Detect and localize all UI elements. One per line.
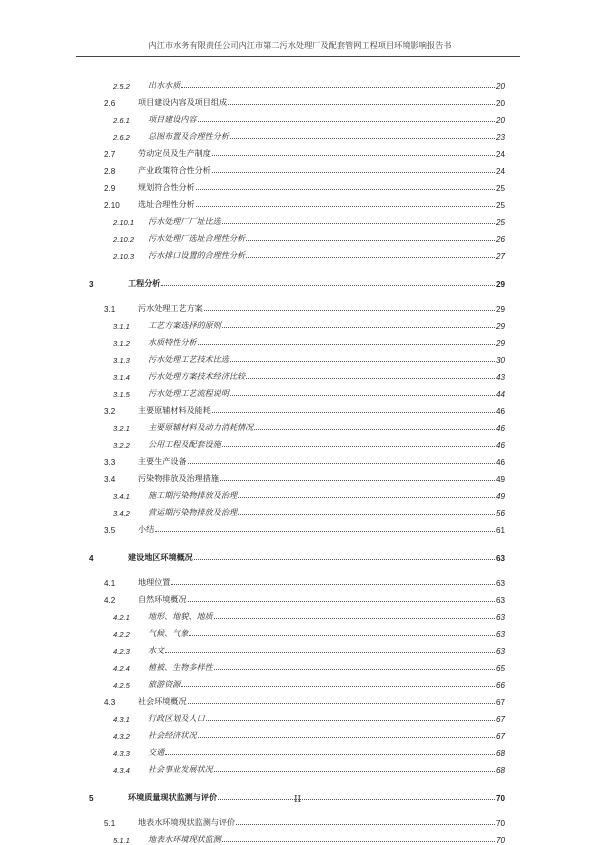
toc-entry-title: 建设地区环境概况 <box>128 553 193 562</box>
toc-entry-number: 5.1 <box>104 819 116 828</box>
toc-entry[interactable] <box>80 758 505 775</box>
toc-leader-dots <box>188 463 495 464</box>
toc-entry-title: 旅游资源 <box>148 679 181 689</box>
toc-entry-number: 2.9 <box>104 184 116 193</box>
toc-entry-page: 70 <box>495 794 505 803</box>
running-header: 内江市水务有限责任公司内江市第二污水处理厂及配套管网工程项目环境影响报告书 <box>148 40 452 50</box>
toc-entry-number: 4 <box>89 554 94 563</box>
toc-entry-page: 63 <box>495 596 505 605</box>
toc-entry-number: 4.3.2 <box>113 732 130 741</box>
toc-entry-page: 67 <box>495 698 505 707</box>
toc-entry-title: 污水处理工艺技术比选 <box>148 354 229 364</box>
header-rule <box>76 56 520 57</box>
toc-entry[interactable] <box>80 365 505 382</box>
toc-leader-dots <box>238 497 495 498</box>
toc-entry-title: 产业政策符合性分析 <box>138 165 211 175</box>
toc-entry-title: 主要原辅材料及动力消耗情况 <box>148 422 254 432</box>
toc-entry-title: 公用工程及配套设施 <box>148 439 221 449</box>
toc-entry-title: 污水处理厂厂址比选 <box>148 216 221 226</box>
toc-entry[interactable] <box>80 244 505 261</box>
toc-entry[interactable] <box>80 433 505 450</box>
toc-leader-dots <box>196 189 495 190</box>
toc-entry-page: 66 <box>495 681 505 690</box>
toc-entry-page: 63 <box>495 630 505 639</box>
toc-entry-title: 规划符合性分析 <box>138 182 195 192</box>
toc-entry[interactable] <box>80 501 505 518</box>
toc-leader-dots <box>228 104 495 105</box>
toc-entry-page: 70 <box>495 836 505 845</box>
toc-entry-title: 环境质量现状监测与评价 <box>128 793 218 802</box>
toc-entry-page: 56 <box>495 509 505 518</box>
toc-entry-number: 2.6 <box>104 99 116 108</box>
toc-leader-dots <box>236 824 495 825</box>
toc-entry[interactable] <box>80 588 505 605</box>
toc-leader-dots <box>194 559 495 560</box>
toc-entry-number: 2.8 <box>104 167 116 176</box>
toc-entry-title: 劳动定员及生产制度 <box>138 148 211 158</box>
toc-entry-title: 行政区划及人口 <box>148 713 205 723</box>
toc-entry-page: 63 <box>495 647 505 656</box>
toc-leader-dots <box>189 635 495 636</box>
toc-entry-title: 社会环境概况 <box>138 696 187 706</box>
toc-entry-title: 地表水环境现状监测 <box>148 834 221 844</box>
toc-entry-number: 3.5 <box>104 526 116 535</box>
toc-leader-dots <box>188 703 495 704</box>
toc-entry-page: 20 <box>495 82 505 91</box>
toc-entry-page: 46 <box>495 441 505 450</box>
toc-entry[interactable] <box>80 622 505 639</box>
toc-entry[interactable] <box>80 811 505 828</box>
toc-entry-page: 68 <box>495 766 505 775</box>
toc-entry-number: 3 <box>89 280 94 289</box>
toc-entry-title: 污水处理工艺流程说明 <box>148 388 229 398</box>
toc-leader-dots <box>246 378 495 379</box>
toc-entry-number: 3.1.4 <box>113 373 130 382</box>
toc-entry-number: 4.2.1 <box>113 613 130 622</box>
toc-entry-page: 25 <box>495 184 505 193</box>
toc-entry-title: 总图布置及合理性分析 <box>148 131 229 141</box>
toc-leader-dots <box>206 720 495 721</box>
toc-chapter-entry[interactable] <box>80 271 505 289</box>
toc-entry-number: 4.2.5 <box>113 681 130 690</box>
toc-leader-dots <box>214 771 495 772</box>
toc-entry-number: 4.1 <box>104 579 116 588</box>
table-of-contents <box>80 74 505 845</box>
toc-entry-page: 43 <box>495 373 505 382</box>
toc-entry[interactable] <box>80 639 505 656</box>
toc-leader-dots <box>214 618 495 619</box>
toc-entry-title: 地表水环境现状监测与评价 <box>138 817 236 827</box>
toc-entry[interactable] <box>80 518 505 535</box>
toc-entry[interactable] <box>80 673 505 690</box>
toc-entry[interactable] <box>80 331 505 348</box>
toc-leader-dots <box>161 285 495 286</box>
toc-entry-title: 污水处理厂选址合理性分析 <box>148 233 246 243</box>
toc-entry-page: 29 <box>495 305 505 314</box>
toc-entry-number: 4.2 <box>104 596 116 605</box>
toc-entry-page: 24 <box>495 150 505 159</box>
toc-entry-page: 46 <box>495 407 505 416</box>
toc-entry-page: 20 <box>495 99 505 108</box>
toc-entry-title: 施工期污染物排放及治理 <box>148 490 238 500</box>
page-number: II <box>293 795 302 805</box>
toc-entry-page: 68 <box>495 749 505 758</box>
toc-entry-title: 社会事业发展状况 <box>148 764 213 774</box>
toc-entry-page: 27 <box>495 252 505 261</box>
toc-leader-dots <box>246 240 495 241</box>
toc-entry-number: 3.1.5 <box>113 390 130 399</box>
toc-leader-dots <box>198 737 495 738</box>
toc-entry-page: 29 <box>495 339 505 348</box>
toc-entry[interactable] <box>80 450 505 467</box>
toc-entry[interactable] <box>80 91 505 108</box>
toc-entry[interactable] <box>80 690 505 707</box>
toc-entry-title: 水文 <box>148 645 165 655</box>
toc-entry-number: 3.4.1 <box>113 492 130 501</box>
toc-leader-dots <box>165 754 495 755</box>
toc-entry-page: 70 <box>495 819 505 828</box>
toc-entry[interactable] <box>80 176 505 193</box>
toc-entry[interactable] <box>80 142 505 159</box>
toc-entry-number: 3.1.3 <box>113 356 130 365</box>
toc-leader-dots <box>181 686 495 687</box>
toc-entry-number: 3.3 <box>104 458 116 467</box>
toc-entry-page: 44 <box>495 390 505 399</box>
toc-entry-title: 工程分析 <box>128 279 161 288</box>
toc-entry-number: 2.7 <box>104 150 116 159</box>
toc-entry-title: 污染物排放及治理措施 <box>138 473 219 483</box>
toc-entry-page: 65 <box>495 664 505 673</box>
toc-entry-page: 24 <box>495 167 505 176</box>
toc-entry-page: 46 <box>495 458 505 467</box>
toc-entry-number: 4.3.3 <box>113 749 130 758</box>
toc-leader-dots <box>230 395 495 396</box>
toc-entry-page: 63 <box>495 613 505 622</box>
toc-entry[interactable] <box>80 416 505 433</box>
toc-leader-dots <box>230 138 495 139</box>
toc-entry-number: 3.1 <box>104 305 116 314</box>
toc-entry-title: 交通 <box>148 747 165 757</box>
toc-entry[interactable] <box>80 227 505 244</box>
toc-entry[interactable] <box>80 210 505 227</box>
toc-entry-page: 23 <box>495 133 505 142</box>
toc-leader-dots <box>181 87 495 88</box>
toc-entry-number: 2.10.3 <box>113 252 135 261</box>
toc-entry-page: 46 <box>495 424 505 433</box>
toc-entry-title: 项目建设内容及项目组成 <box>138 97 228 107</box>
toc-entry-title: 选址合理性分析 <box>138 199 195 209</box>
toc-leader-dots <box>188 601 495 602</box>
toc-entry-title: 地理位置 <box>138 577 171 587</box>
toc-entry-title: 自然环境概况 <box>138 594 187 604</box>
toc-entry-page: 26 <box>495 235 505 244</box>
toc-leader-dots <box>222 223 495 224</box>
toc-entry[interactable] <box>80 125 505 142</box>
toc-leader-dots <box>204 310 495 311</box>
toc-entry-number: 3.1.2 <box>113 339 130 348</box>
toc-entry[interactable] <box>80 74 505 91</box>
toc-entry-title: 出水水质 <box>148 80 181 90</box>
toc-entry[interactable] <box>80 828 505 845</box>
toc-entry-page: 63 <box>495 579 505 588</box>
toc-entry-title: 营运期污染物排放及治理 <box>148 507 238 517</box>
toc-entry-title: 地形、地貌、地质 <box>148 611 213 621</box>
toc-entry-title: 项目建设内容 <box>148 114 197 124</box>
toc-entry[interactable] <box>80 571 505 588</box>
toc-leader-dots <box>171 584 495 585</box>
toc-entry-page: 49 <box>495 475 505 484</box>
toc-entry[interactable] <box>80 656 505 673</box>
toc-entry-number: 2.10 <box>104 201 120 210</box>
toc-leader-dots <box>198 344 495 345</box>
toc-entry-number: 3.2.1 <box>113 424 130 433</box>
toc-leader-dots <box>212 155 495 156</box>
toc-entry[interactable] <box>80 605 505 622</box>
toc-entry-title: 工艺方案选择的原则 <box>148 320 221 330</box>
toc-entry-title: 污水处理工艺方案 <box>138 303 203 313</box>
toc-entry[interactable] <box>80 467 505 484</box>
toc-entry-number: 5 <box>89 794 94 803</box>
toc-leader-dots <box>246 257 495 258</box>
toc-leader-dots <box>196 206 495 207</box>
toc-entry[interactable] <box>80 382 505 399</box>
toc-entry-title: 小结 <box>138 524 155 534</box>
toc-entry-title: 主要原辅材料及能耗 <box>138 405 211 415</box>
toc-entry-title: 植被、生物多样性 <box>148 662 213 672</box>
toc-entry[interactable] <box>80 741 505 758</box>
toc-entry-number: 4.2.2 <box>113 630 130 639</box>
toc-entry-title: 污水排口设置的合理性分析 <box>148 250 246 260</box>
toc-entry[interactable] <box>80 108 505 125</box>
toc-entry-page: 29 <box>495 322 505 331</box>
toc-entry-title: 污水处理方案技术经济比较 <box>148 371 246 381</box>
toc-entry-page: 25 <box>495 218 505 227</box>
toc-entry[interactable] <box>80 348 505 365</box>
toc-entry-page: 49 <box>495 492 505 501</box>
toc-entry-number: 4.3.4 <box>113 766 130 775</box>
toc-entry-number: 4.3.1 <box>113 715 130 724</box>
toc-entry-title: 社会经济状况 <box>148 730 197 740</box>
toc-leader-dots <box>220 480 495 481</box>
toc-chapter-entry[interactable] <box>80 545 505 563</box>
toc-leader-dots <box>222 446 495 447</box>
toc-entry-page: 29 <box>495 280 505 289</box>
toc-leader-dots <box>238 514 495 515</box>
toc-entry-number: 4.2.3 <box>113 647 130 656</box>
toc-entry[interactable] <box>80 159 505 176</box>
toc-entry[interactable] <box>80 724 505 741</box>
toc-entry-page: 25 <box>495 201 505 210</box>
toc-entry-page: 67 <box>495 715 505 724</box>
toc-entry-number: 5.1.1 <box>113 836 130 845</box>
toc-leader-dots <box>212 412 495 413</box>
toc-entry-number: 4.2.4 <box>113 664 130 673</box>
toc-entry[interactable] <box>80 193 505 210</box>
toc-entry-page: 63 <box>495 554 505 563</box>
toc-entry-number: 2.5.2 <box>113 82 130 91</box>
toc-leader-dots <box>230 361 495 362</box>
toc-entry[interactable] <box>80 484 505 501</box>
toc-entry-number: 3.4 <box>104 475 116 484</box>
toc-entry[interactable] <box>80 399 505 416</box>
toc-entry-title: 主要生产设备 <box>138 456 187 466</box>
toc-leader-dots <box>214 669 495 670</box>
toc-leader-dots <box>254 429 495 430</box>
toc-entry-number: 3.1.1 <box>113 322 130 331</box>
toc-entry-number: 2.6.1 <box>113 116 130 125</box>
toc-entry-number: 3.4.2 <box>113 509 130 518</box>
toc-leader-dots <box>155 531 495 532</box>
toc-entry-page: 20 <box>495 116 505 125</box>
toc-entry-title: 水质特性分析 <box>148 337 197 347</box>
toc-entry-number: 3.2.2 <box>113 441 130 450</box>
toc-entry-number: 4.3 <box>104 698 116 707</box>
toc-entry-page: 61 <box>495 526 505 535</box>
toc-entry[interactable] <box>80 707 505 724</box>
toc-entry[interactable] <box>80 297 505 314</box>
toc-entry-number: 3.2 <box>104 407 116 416</box>
toc-entry-page: 30 <box>495 356 505 365</box>
toc-entry[interactable] <box>80 314 505 331</box>
toc-entry-title: 气候、气象 <box>148 628 189 638</box>
toc-leader-dots <box>212 172 495 173</box>
toc-leader-dots <box>222 327 495 328</box>
toc-entry-number: 2.10.1 <box>113 218 135 227</box>
toc-entry-number: 2.10.2 <box>113 235 135 244</box>
toc-entry-page: 67 <box>495 732 505 741</box>
toc-entry-number: 2.6.2 <box>113 133 130 142</box>
toc-leader-dots <box>198 121 495 122</box>
toc-leader-dots <box>165 652 495 653</box>
